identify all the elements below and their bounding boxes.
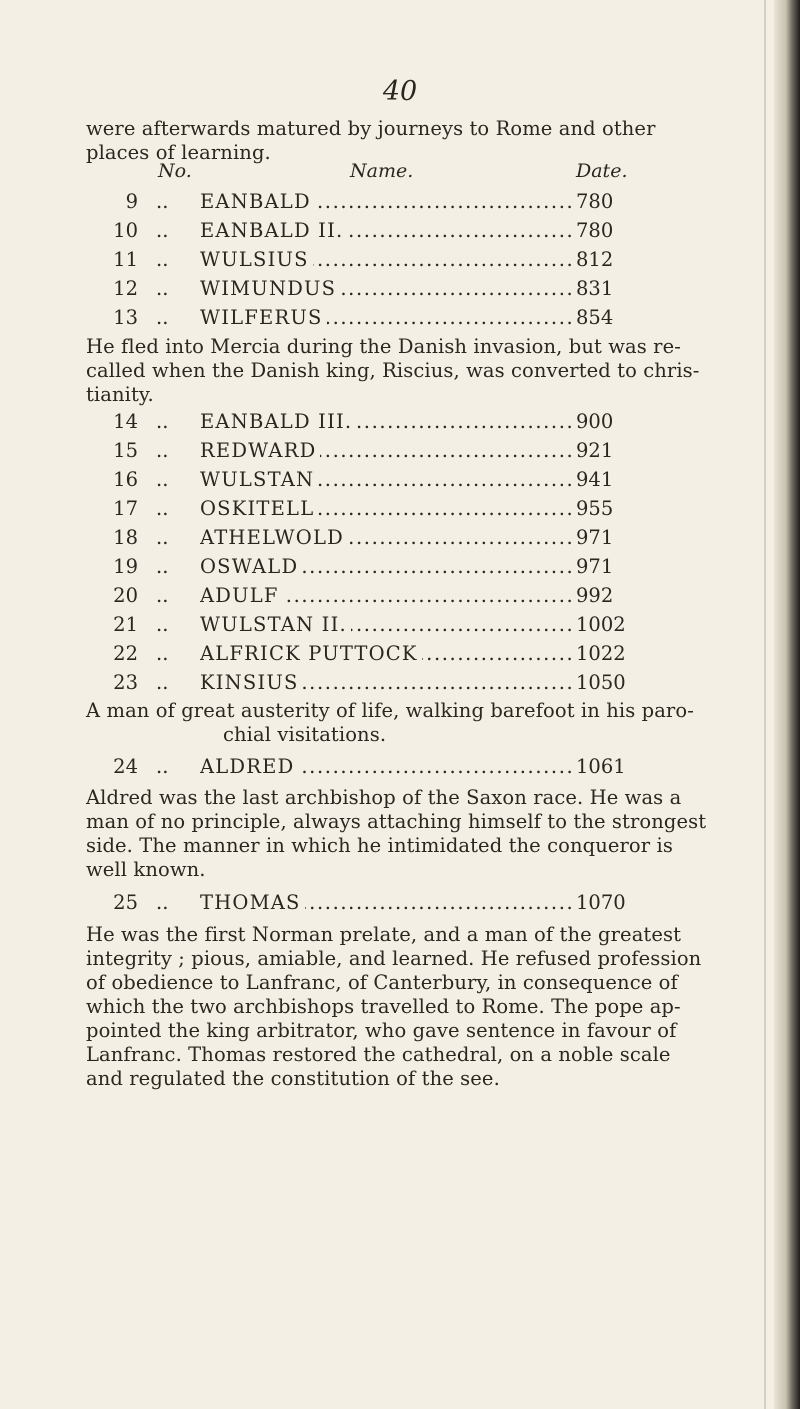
table-row: [0, 468, 800, 496]
text-line: man of no principle, always attaching himself to the strongest: [86, 810, 707, 833]
entry-separator: ..: [156, 219, 169, 242]
entry-number: 18: [113, 526, 138, 549]
entry-separator: ..: [156, 190, 169, 213]
table-row: [0, 584, 800, 612]
entry-number: 13: [113, 306, 138, 329]
note-paragraph: [86, 786, 786, 882]
table-row: [0, 642, 800, 670]
entry-date: 780: [576, 190, 614, 213]
header-no: No.: [158, 160, 192, 182]
table-row: [0, 891, 800, 919]
entry-date: 971: [576, 526, 614, 549]
entry-name: WULSIUS .....: [200, 248, 572, 271]
entry-separator: ..: [156, 526, 169, 549]
text-line: chial visitations.: [223, 723, 387, 746]
text-line: He fled into Mercia during the Danish invasion, but was re-: [86, 335, 681, 358]
entry-date: 1061: [576, 755, 626, 778]
header-name: Name.: [350, 160, 414, 182]
table-row: [0, 219, 800, 247]
table-row: [0, 190, 800, 218]
table-row: [0, 755, 800, 783]
entry-name: OSKITELL .....: [200, 497, 572, 520]
text-line: A man of great austerity of life, walking barefoot in his paro-: [86, 699, 694, 722]
entry-separator: ..: [156, 671, 169, 694]
note-paragraph: [86, 335, 786, 407]
header-date: Date.: [576, 160, 628, 182]
table-row: [0, 555, 800, 583]
entry-name: ADULF .....: [200, 584, 572, 607]
entry-number: 22: [113, 642, 138, 665]
entry-number: 9: [125, 190, 138, 213]
entry-date: 780: [576, 219, 614, 242]
text-line: Aldred was the last archbishop of the Saxon race. He was a: [86, 786, 682, 809]
table-row: [0, 306, 800, 334]
entry-name: THOMAS .....: [200, 891, 572, 914]
entry-number: 20: [113, 584, 138, 607]
entry-separator: ..: [156, 642, 169, 665]
text-line: pointed the king arbitrator, who gave sentence in favour of: [86, 1019, 677, 1042]
entry-separator: ..: [156, 755, 169, 778]
entry-date: 955: [576, 497, 614, 520]
entry-date: 1022: [576, 642, 626, 665]
text-line: and regulated the constitution of the see.: [86, 1067, 500, 1090]
entry-name: ATHELWOLD .....: [200, 526, 572, 549]
entry-name: EANBALD III. .....: [200, 410, 572, 433]
entry-number: 25: [113, 891, 138, 914]
text-line: called when the Danish king, Riscius, was converted to chris-: [86, 359, 700, 382]
note-paragraph: [86, 699, 786, 747]
intro-paragraph: [86, 117, 786, 165]
entry-separator: ..: [156, 497, 169, 520]
entry-separator: ..: [156, 584, 169, 607]
page-number: 40: [382, 76, 418, 107]
text-line: were afterwards matured by journeys to Rome and other: [86, 117, 656, 140]
text-line: Lanfranc. Thomas restored the cathedral, on a noble scale: [86, 1043, 671, 1066]
entry-date: 900: [576, 410, 614, 433]
entry-name: WILFERUS .....: [200, 306, 572, 329]
entry-number: 12: [113, 277, 138, 300]
text-line: He was the first Norman prelate, and a man of the greatest: [86, 923, 682, 946]
text-line: places of learning.: [86, 141, 271, 164]
entry-date: 921: [576, 439, 614, 462]
text-line: tianity.: [86, 383, 154, 406]
entry-name: KINSIUS .....: [200, 671, 572, 694]
entry-number: 17: [113, 497, 138, 520]
entry-separator: ..: [156, 468, 169, 491]
entry-name: ALDRED .....: [200, 755, 572, 778]
entry-name: WULSTAN .....: [200, 468, 572, 491]
entry-date: 1070: [576, 891, 626, 914]
text-line: of obedience to Lanfranc, of Canterbury, in consequence of: [86, 971, 678, 994]
entry-date: 1002: [576, 613, 626, 636]
entry-separator: ..: [156, 613, 169, 636]
entry-number: 19: [113, 555, 138, 578]
entry-date: 812: [576, 248, 614, 271]
table-row: [0, 277, 800, 305]
entry-name: OSWALD .....: [200, 555, 572, 578]
entry-name: REDWARD .....: [200, 439, 572, 462]
entry-separator: ..: [156, 248, 169, 271]
entry-number: 16: [113, 468, 138, 491]
text-line: side. The manner in which he intimidated the conqueror is: [86, 834, 673, 857]
entry-name: EANBALD .....: [200, 190, 572, 213]
table-row: [0, 410, 800, 438]
table-row: [0, 248, 800, 276]
entry-number: 15: [113, 439, 138, 462]
entry-name: WULSTAN II. .....: [200, 613, 572, 636]
entry-separator: ..: [156, 891, 169, 914]
entry-date: 971: [576, 555, 614, 578]
entry-name: ALFRICK PUTTOCK .....: [200, 642, 572, 665]
entry-number: 11: [113, 248, 138, 271]
table-row: [0, 497, 800, 525]
entry-date: 941: [576, 468, 614, 491]
table-row: [0, 671, 800, 699]
entry-separator: ..: [156, 439, 169, 462]
table-row: [0, 613, 800, 641]
text-line: which the two archbishops travelled to Rome. The pope ap-: [86, 995, 681, 1018]
entry-number: 10: [113, 219, 138, 242]
entry-number: 24: [113, 755, 138, 778]
entry-date: 1050: [576, 671, 626, 694]
entry-separator: ..: [156, 277, 169, 300]
entry-number: 23: [113, 671, 138, 694]
entry-number: 21: [113, 613, 138, 636]
entry-name: WIMUNDUS .....: [200, 277, 572, 300]
entry-separator: ..: [156, 555, 169, 578]
entry-date: 854: [576, 306, 614, 329]
text-line: well known.: [86, 858, 206, 881]
table-row: [0, 526, 800, 554]
note-paragraph: [86, 923, 786, 1091]
table-row: [0, 439, 800, 467]
entry-date: 831: [576, 277, 614, 300]
entry-name: EANBALD II. .....: [200, 219, 572, 242]
entry-date: 992: [576, 584, 614, 607]
entry-number: 14: [113, 410, 138, 433]
entry-separator: ..: [156, 306, 169, 329]
text-line: integrity ; pious, amiable, and learned. He refused profession: [86, 947, 702, 970]
entry-separator: ..: [156, 410, 169, 433]
